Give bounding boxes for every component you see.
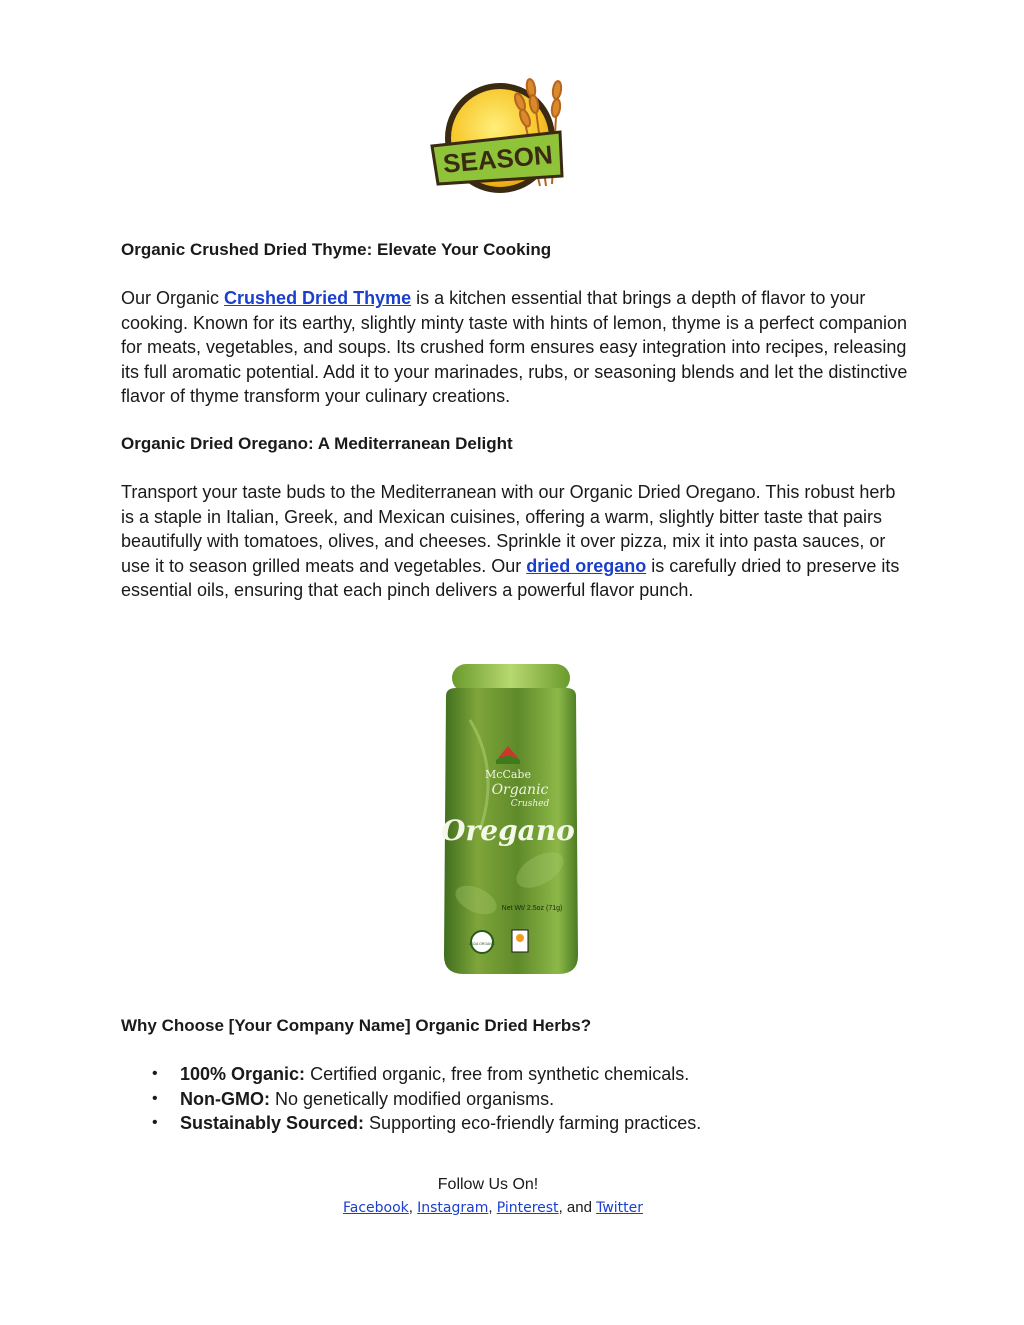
list-item: • Non-GMO: No genetically modified organisms. (180, 1087, 701, 1112)
product-brand: McCabe (485, 768, 531, 781)
follow-us-label: Follow Us On! (437, 1176, 539, 1193)
section-why-heading: Why Choose [Your Company Name] Organic Dried Herbs? (121, 1016, 592, 1035)
product-net-weight: Net Wt/ 2.5oz (71g) (501, 905, 563, 912)
usda-badge: USDA ORGANIC (468, 942, 496, 946)
pinterest-link[interactable]: Pinterest (496, 1200, 559, 1216)
logo-text: SEASON (441, 139, 554, 179)
facebook-link[interactable]: Facebook (342, 1200, 409, 1216)
product-name: Oregano (441, 814, 575, 847)
dried-oregano-link[interactable]: dried oregano (526, 555, 647, 576)
instagram-link[interactable]: Instagram (417, 1200, 489, 1216)
benefits-list (121, 1062, 701, 1136)
section-thyme-paragraph: Our Organic Crushed Dried Thyme is a kitchen essential that brings a depth of flavor to your cooking. Known for its earthy, slightly minty taste with hints of lemon, thyme is a perfect companion for meats, vegetables, and soups. Its crushed form ensures easy integration into recipes, releasing its full aromatic potential. Add it to your marinades, rubs, or seasoning blends and let the distinctive flavor of thyme transform your culinary creations. (121, 288, 908, 406)
list-item: • 100% Organic: Certified organic, free from synthetic chemicals. (180, 1062, 701, 1087)
section-oregano-paragraph: Transport your taste buds to the Mediterranean with our Organic Dried Oregano. This robust herb is a staple in Italian, Greek, and Mexican cuisines, offering a warm, slightly bitter taste that pairs beautifully with tomatoes, olives, and cheeses. Sprinkle it over pizza, mix it into pasta sauces, or use it to season grilled meats and vegetables. Our dried oregano is carefully dried to preserve its essential oils, ensuring that each pinch delivers a powerful flavor punch. (121, 482, 900, 600)
list-item: • Sustainably Sourced: Supporting eco-friendly farming practices. (180, 1111, 701, 1136)
season-logo (428, 66, 588, 208)
oregano-jar-image (440, 660, 582, 978)
social-links: Facebook, Instagram, Pinterest, and Twitter (342, 1199, 644, 1216)
section-oregano-heading: Organic Dried Oregano: A Mediterranean Delight (121, 434, 513, 453)
product-line1: Organic (491, 782, 549, 798)
product-line2: Crushed (510, 799, 550, 809)
section-thyme-heading: Organic Crushed Dried Thyme: Elevate Your Cooking (121, 240, 552, 259)
twitter-link[interactable]: Twitter (596, 1200, 644, 1216)
crushed-dried-thyme-link[interactable]: Crushed Dried Thyme (224, 288, 412, 308)
